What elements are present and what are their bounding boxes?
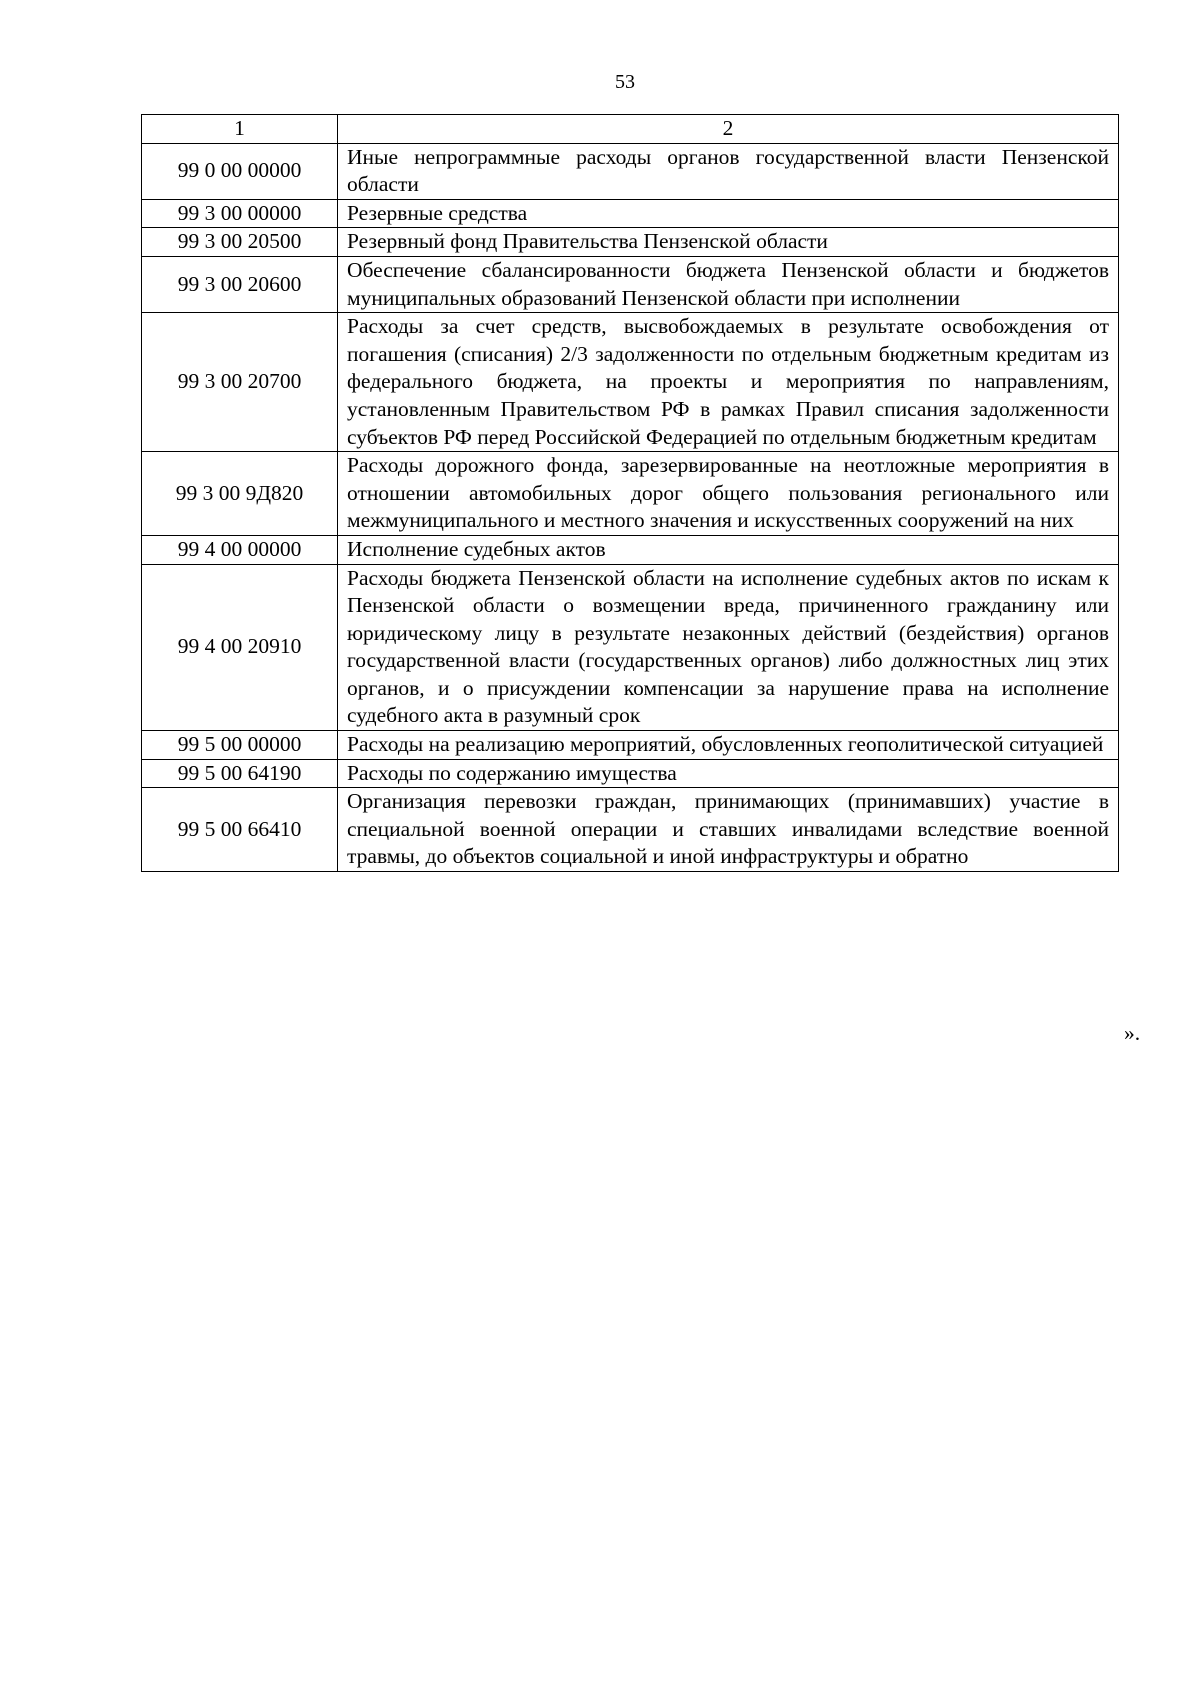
budget-codes-table <box>141 114 1119 872</box>
description-cell: Иные непрограммные расходы органов государственной власти Пензенской области <box>338 143 1119 199</box>
code-cell: 99 3 00 20700 <box>142 313 338 452</box>
closing-quote-mark: ». <box>1124 1021 1141 1045</box>
code-cell: 99 3 00 20600 <box>142 256 338 312</box>
description-cell: Исполнение судебных актов <box>338 535 1119 564</box>
table-row <box>142 535 1119 564</box>
column-header-1: 1 <box>142 115 338 144</box>
table-row <box>142 199 1119 228</box>
code-cell: 99 3 00 00000 <box>142 199 338 228</box>
description-cell: Расходы по содержанию имущества <box>338 759 1119 788</box>
table-row <box>142 788 1119 872</box>
code-cell: 99 0 00 00000 <box>142 143 338 199</box>
code-cell: 99 3 00 20500 <box>142 228 338 257</box>
code-cell: 99 3 00 9Д820 <box>142 452 338 536</box>
code-cell: 99 4 00 00000 <box>142 535 338 564</box>
code-cell: 99 5 00 64190 <box>142 759 338 788</box>
table-row <box>142 759 1119 788</box>
description-cell: Расходы бюджета Пензенской области на исполнение судебных актов по искам к Пензенской области о возмещении вреда, причиненного гражданину или юридическому лицу в результате незаконных действий (бездействия) органов государственной власти (государственных органов) либо должностных лиц этих органов, и о присуждении компенсации за нарушение права на исполнение судебного акта в разумный срок <box>338 564 1119 731</box>
code-cell: 99 4 00 20910 <box>142 564 338 731</box>
table-row <box>142 256 1119 312</box>
description-cell: Организация перевозки граждан, принимающих (принимавших) участие в специальной военной операции и ставших инвалидами вследствие военной травмы, до объектов социальной и иной инфраструктуры и обратно <box>338 788 1119 872</box>
page-number: 53 <box>615 71 635 93</box>
table-header-row <box>142 115 1119 144</box>
table-row <box>142 731 1119 760</box>
table-row <box>142 564 1119 731</box>
table-row <box>142 313 1119 452</box>
description-cell: Обеспечение сбалансированности бюджета Пензенской области и бюджетов муниципальных образований Пензенской области при исполнении <box>338 256 1119 312</box>
description-cell: Резервный фонд Правительства Пензенской области <box>338 228 1119 257</box>
table-row <box>142 228 1119 257</box>
description-cell: Резервные средства <box>338 199 1119 228</box>
table-row <box>142 143 1119 199</box>
code-cell: 99 5 00 00000 <box>142 731 338 760</box>
code-cell: 99 5 00 66410 <box>142 788 338 872</box>
column-header-2: 2 <box>338 115 1119 144</box>
description-cell: Расходы на реализацию мероприятий, обусловленных геополитической ситуацией <box>338 731 1119 760</box>
description-cell: Расходы за счет средств, высвобождаемых в результате освобождения от погашения (списания) 2/3 задолженности по отдельным бюджетным кредитам из федерального бюджета, на проекты и мероприятия по направлениям, установленным Правительством РФ в рамках Правил списания задолженности субъектов РФ перед Российской Федерацией по отдельным бюджетным кредитам <box>338 313 1119 452</box>
table-row <box>142 452 1119 536</box>
description-cell: Расходы дорожного фонда, зарезервированные на неотложные мероприятия в отношении автомобильных дорог общего пользования регионального или межмуниципального и местного значения и искусственных сооружений на них <box>338 452 1119 536</box>
